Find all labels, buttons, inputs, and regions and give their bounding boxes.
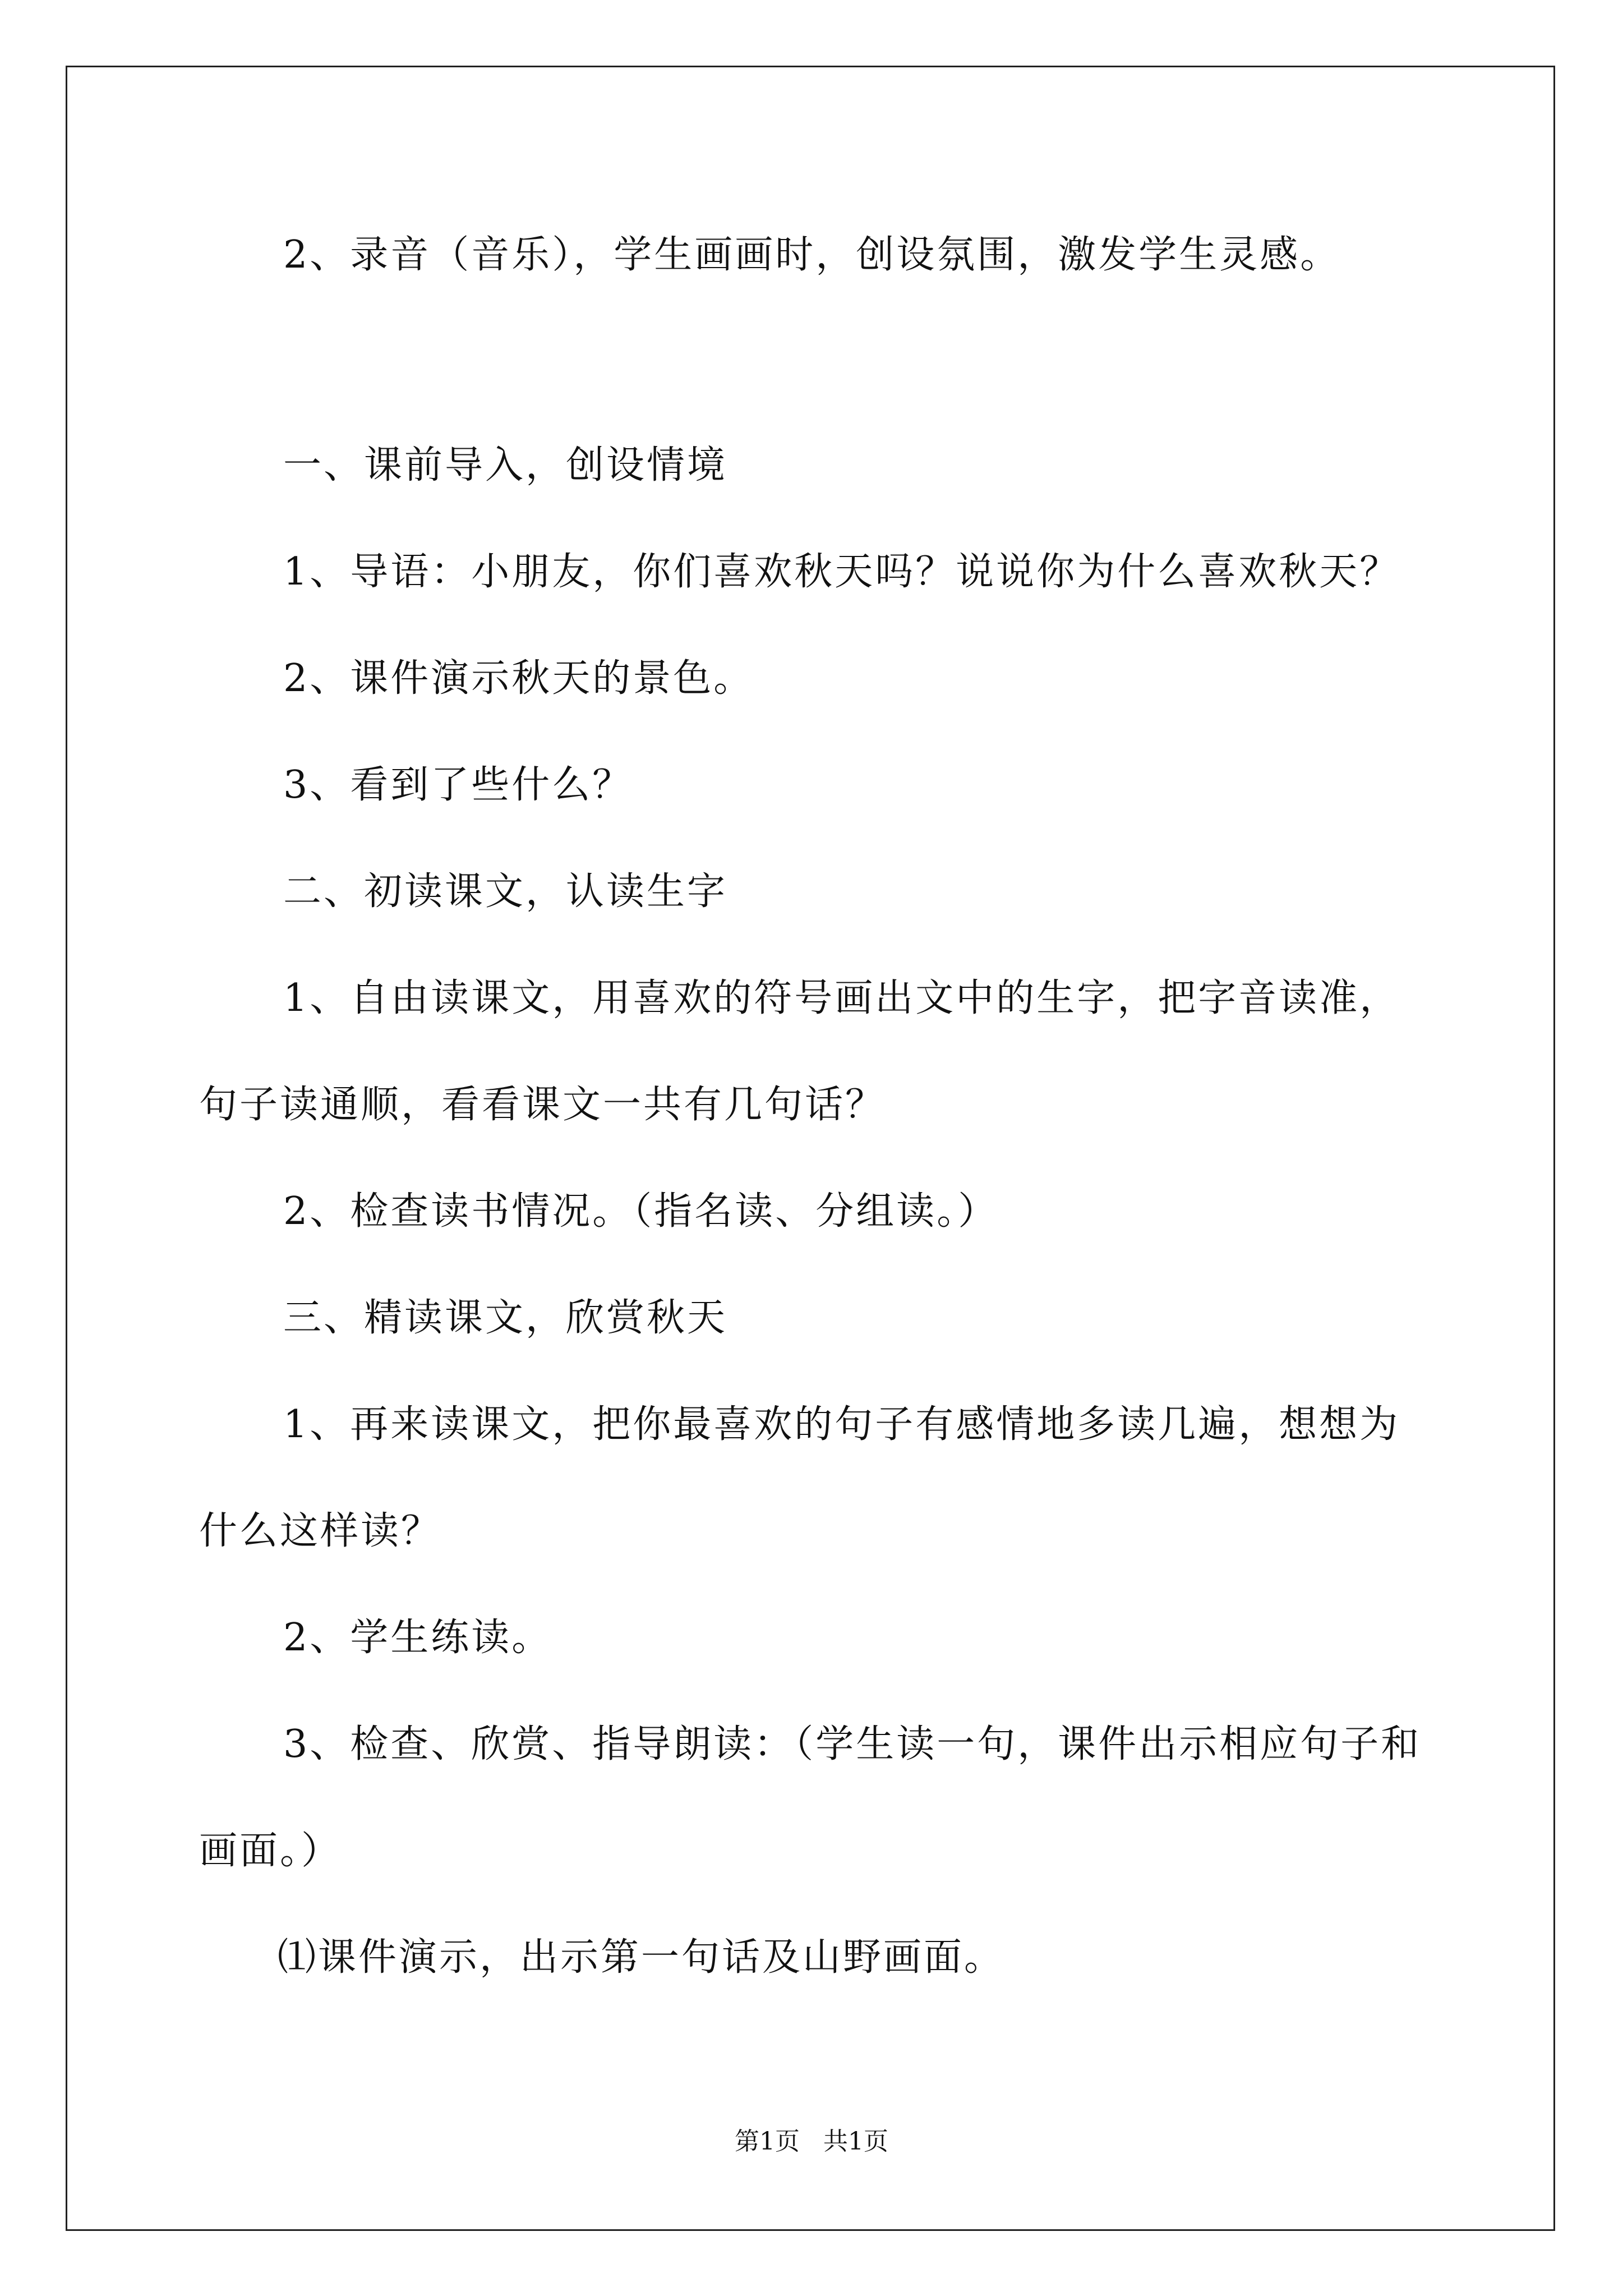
paragraph-text: 2、检查读书情况。（指名读、分组读。） [283, 1189, 999, 1234]
section-heading: 一、课前导入，创设情境 [283, 443, 728, 487]
paragraph-text: 句子读通顺，看看课文一共有几句话？ [199, 1083, 886, 1127]
paragraph-text: 什么这样读？ [199, 1509, 442, 1553]
paragraph-text: 3、看到了些什么？ [283, 763, 633, 807]
section-heading: 二、初读课文，认读生字 [283, 869, 728, 914]
paragraph-text: ⑴课件演示，出示第一句话及山野画面。 [278, 1935, 1005, 1980]
section-heading: 三、精读课文，欣赏秋天 [283, 1296, 728, 1340]
paragraph-text: 1、自由读课文，用喜欢的符号画出文中的生字，把字音读准， [283, 976, 1400, 1020]
paragraph-text: 2、录音（音乐），学生画画时，创设氛围，激发学生灵感。 [283, 233, 1341, 277]
paragraph-text: 3、检查、欣赏、指导朗读：（学生读一句，课件出示相应句子和 [283, 1722, 1422, 1766]
paragraph-text: 1、再来读课文，把你最喜欢的句子有感情地多读几遍，想想为 [283, 1402, 1400, 1447]
paragraph-text: 2、学生练读。 [283, 1616, 552, 1660]
paragraph-text: 1、导语：小朋友，你们喜欢秋天吗？说说你为什么喜欢秋天？ [283, 550, 1400, 594]
paragraph-text: 画面。） [199, 1829, 342, 1873]
page-footer: 第1页 共1页 [735, 2127, 888, 2156]
page-border [66, 66, 1555, 2231]
paragraph-text: 2、课件演示秋天的景色。 [283, 656, 754, 701]
